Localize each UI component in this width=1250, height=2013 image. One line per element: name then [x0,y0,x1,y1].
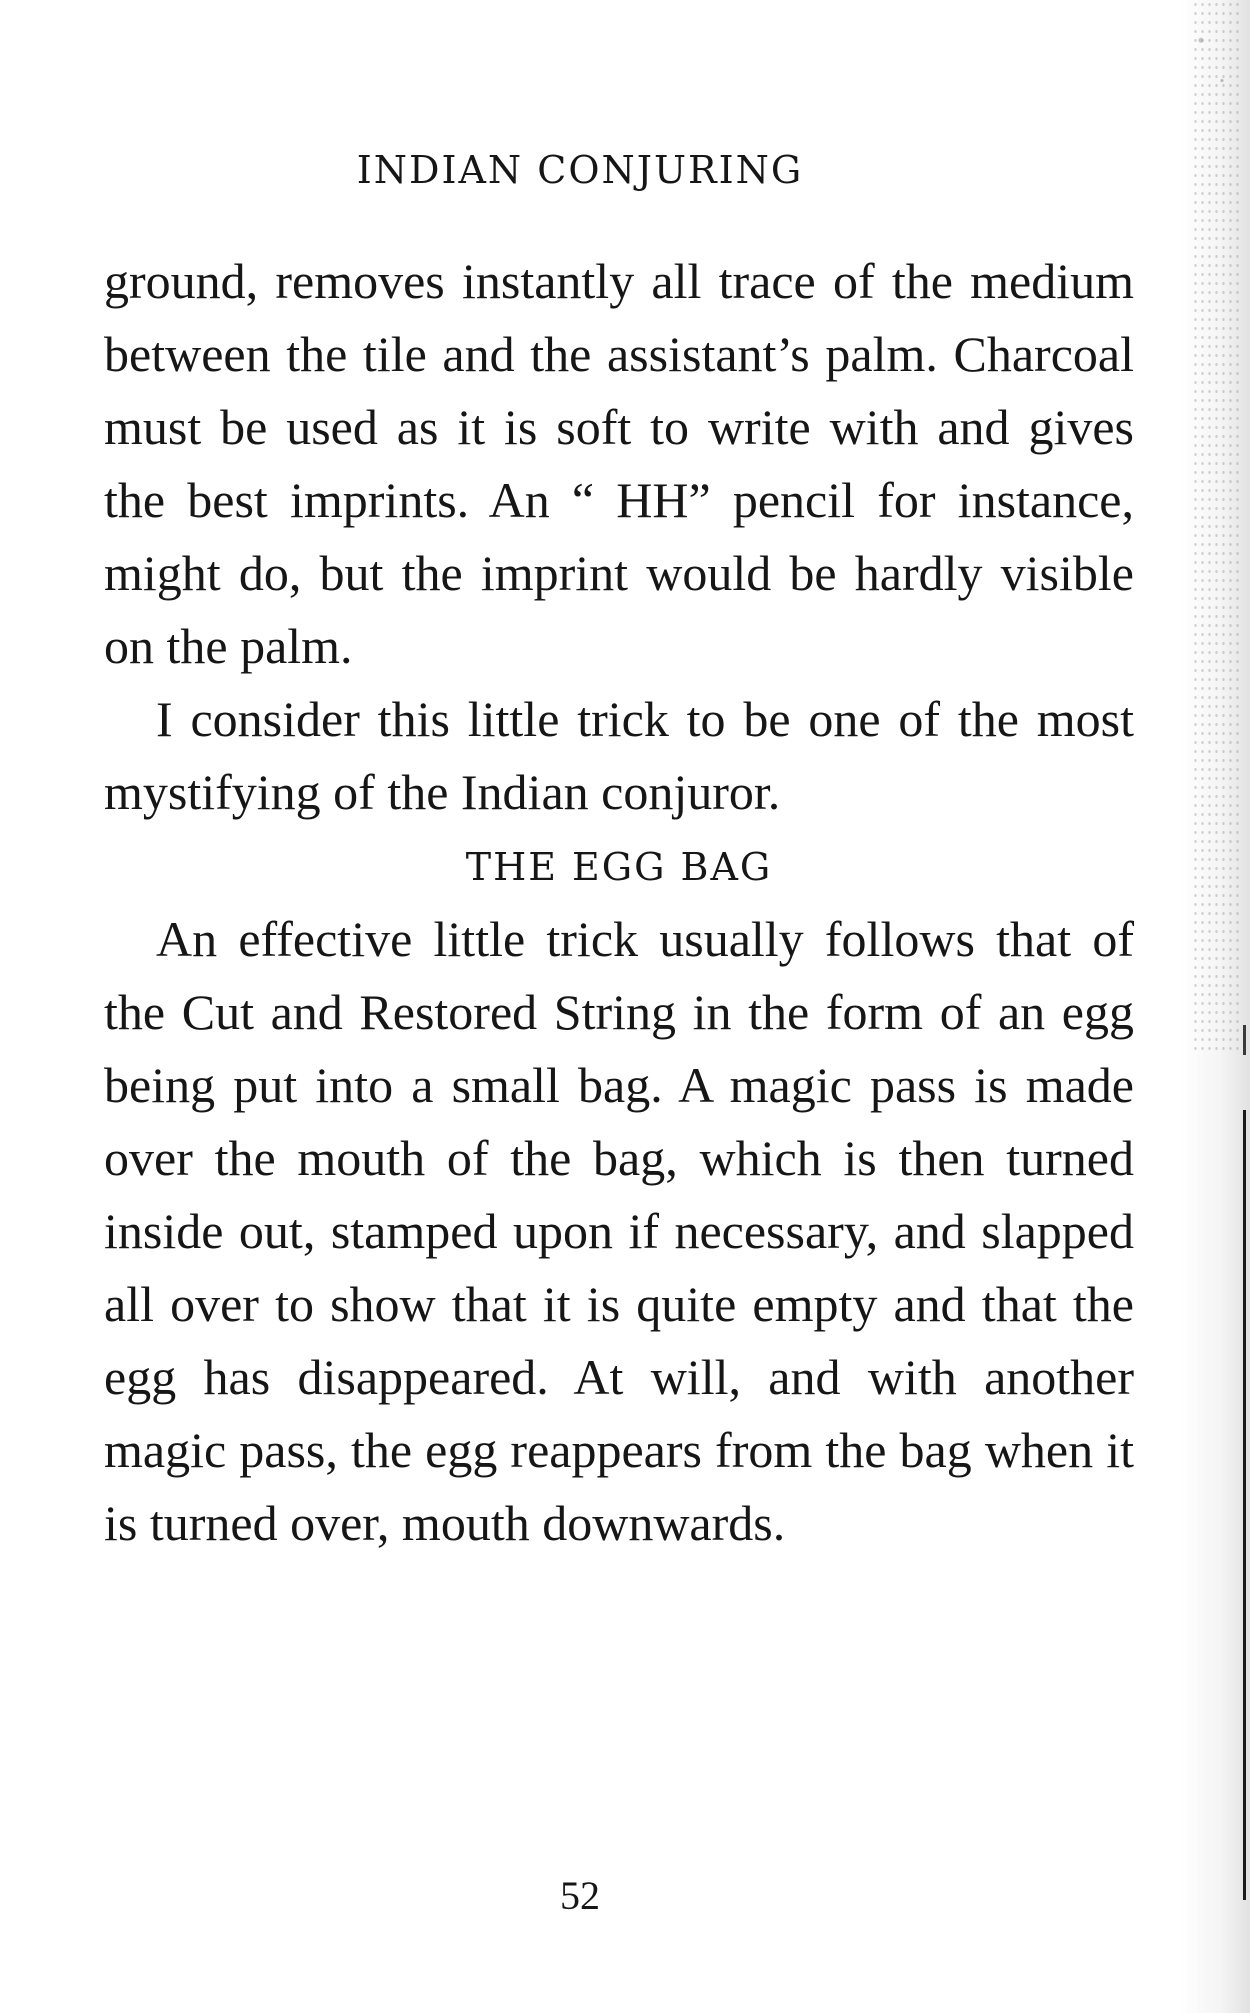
section-heading: THE EGG BAG [465,845,773,889]
paragraph-1: ground, removes instantly all trace of the medium between the tile and the assistant’s palm. Charcoal must be used as it is soft to write with and gives the best imprints. An “ HH” pencil for instance, might do, but the imprint would be hardly visible on the palm. [104,253,1134,674]
paragraph-2: I consider this little trick to be one of the most mystifying of the Indian conjuror. [104,691,1134,820]
body-text [104,245,1134,1560]
page-number: 52 [560,1873,600,1918]
scan-edge-rule [1243,1110,1246,1900]
running-head: INDIAN CONJURING [356,148,804,192]
paragraph-3: An effective little trick usually follows that of the Cut and Restored String in the form of an egg being put into a small bag. A magic pass is made over the mouth of the bag, which is then turned inside out, stamped upon if necessary, and slapped all over to show that it is quite empty and that the egg has disappeared. At will, and with another magic pass, the egg reappears from the bag when it is turned over, mouth downwards. [104,911,1134,1551]
scan-edge-mark [1243,1025,1246,1055]
